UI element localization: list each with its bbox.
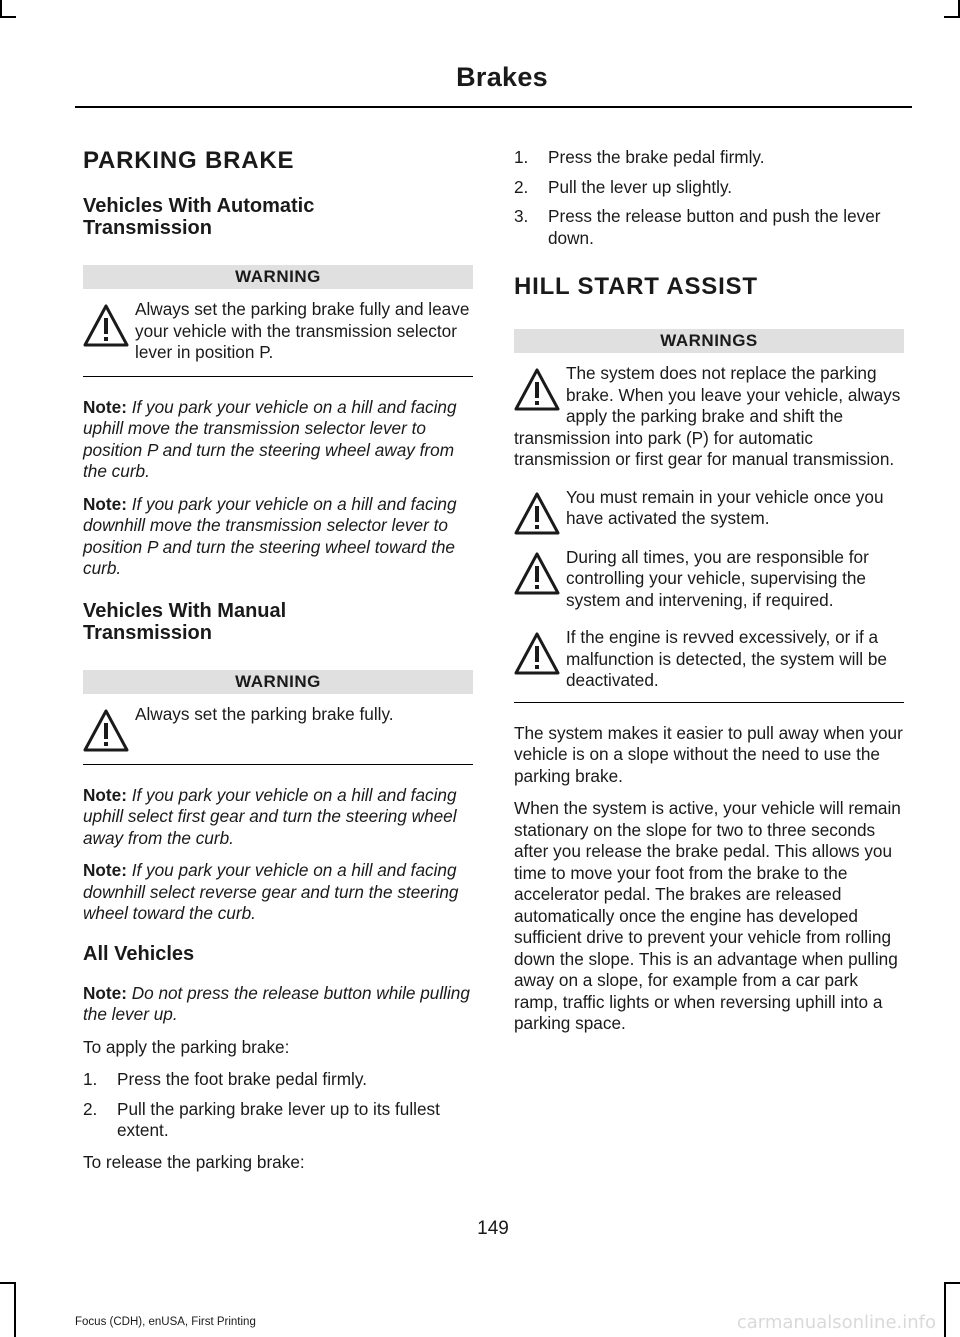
warning-triangle-icon [514, 491, 560, 537]
note-label: Note: [83, 982, 127, 1003]
subheading-all-vehicles: All Vehicles [83, 942, 195, 965]
list-item [83, 1099, 473, 1142]
warning-triangle-icon [514, 551, 560, 597]
warnings-bar: WARNINGS [514, 329, 904, 353]
crop-mark [14, 1282, 16, 1337]
list-item [514, 177, 904, 199]
warning-text: The system does not replace the parking brake. When you leave your vehicle, always apply the parking brake and shift the transmission into park (P) for automatic transmission or first gear for manual transmission. [514, 363, 901, 469]
warning-text: Always set the parking brake fully. [135, 703, 394, 724]
warning-text: During all times, you are responsible for controlling your vehicle, supervising the system and intervening, if required. [566, 546, 869, 610]
crop-mark [944, 1282, 960, 1284]
body-paragraph: The system makes it easier to pull away when your vehicle is on a slope without the need to use the parking brake. [514, 722, 903, 786]
note-paragraph [83, 494, 473, 580]
subheading-automatic: Vehicles With Automatic Transmission [83, 195, 315, 239]
section-heading-parking-brake: PARKING BRAKE [83, 147, 295, 174]
note-label: Note: [83, 493, 127, 514]
step-number: 1. [514, 147, 529, 167]
note-text: If you park your vehicle on a hill and facing uphill select first gear and turn the steering wheel away from the curb. [83, 784, 457, 848]
right-column [514, 147, 904, 1046]
note-label: Note: [83, 860, 127, 880]
note-paragraph [83, 397, 473, 483]
warning-item [514, 363, 904, 471]
warning-rule [83, 376, 473, 377]
warning-bar: WARNING [83, 670, 473, 694]
step-text: Press the release button and push the lever down. [548, 206, 881, 248]
apply-steps-list [83, 1069, 473, 1142]
list-item [514, 147, 904, 169]
footer-edition: Focus (CDH), enUSA, First Printing [75, 1316, 256, 1328]
step-text: Press the brake pedal firmly. [548, 147, 765, 167]
release-intro: To release the parking brake: [83, 1151, 305, 1172]
step-number: 2. [514, 176, 529, 197]
warning-item [514, 487, 904, 537]
note-text: Do not press the release button while pulling the lever up. [83, 982, 470, 1024]
warning-triangle-icon [83, 303, 129, 349]
note-label: Note: [83, 396, 127, 417]
crop-mark [0, 1282, 16, 1284]
release-steps-list [514, 147, 904, 249]
crop-mark [0, 16, 16, 18]
section-heading-hill-start-assist: HILL START ASSIST [514, 273, 758, 300]
warning-triangle-icon [83, 708, 129, 754]
crop-mark [944, 1282, 946, 1337]
page-number: 149 [477, 1218, 509, 1239]
list-item [83, 1069, 473, 1091]
warning-item [83, 704, 473, 754]
header-rule [75, 106, 912, 108]
list-item [514, 206, 904, 249]
subheading-manual: Vehicles With Manual Transmission [83, 599, 287, 644]
warning-triangle-icon [514, 367, 560, 413]
warning-text: If the engine is revved excessively, or if a malfunction is detected, the system will be deactivated. [566, 627, 887, 690]
page-header-title: Brakes [456, 62, 548, 92]
note-label: Note: [83, 784, 127, 805]
step-number: 1. [83, 1069, 98, 1089]
warning-item [514, 627, 904, 692]
warning-bar: WARNING [83, 265, 473, 289]
warning-text: You must remain in your vehicle once you have activated the system. [566, 486, 884, 528]
note-paragraph [83, 983, 473, 1026]
note-text: If you park your vehicle on a hill and facing uphill move the transmission selector lever to position P and turn the steering wheel away from the curb. [83, 396, 457, 481]
left-column [83, 147, 473, 1184]
step-text: Pull the parking brake lever up to its fullest extent. [117, 1098, 440, 1140]
note-paragraph [83, 860, 473, 925]
step-number: 3. [514, 206, 529, 226]
note-paragraph [83, 785, 473, 850]
apply-intro: To apply the parking brake: [83, 1036, 290, 1057]
warning-item [83, 299, 473, 364]
note-text: If you park your vehicle on a hill and facing downhill select reverse gear and turn the steering wheel toward the curb. [83, 860, 459, 923]
watermark: carmanualsonline.info [736, 1312, 936, 1333]
step-text: Pull the lever up slightly. [548, 176, 733, 197]
crop-mark [944, 16, 960, 18]
step-number: 2. [83, 1098, 98, 1119]
warning-item [514, 547, 904, 612]
body-paragraph: When the system is active, your vehicle will remain stationary on the slope for two to three seconds after you release the brake pedal. This allows you time to move your foot from the brake to the accelerator pedal. The brakes are released automatically once the engine has developed sufficient drive to prevent your vehicle from rolling down the slope. This is an advantage when pulling away on a slope, for example from a car park ramp, traffic lights or when reversing uphill into a parking space. [514, 798, 901, 1033]
warning-text: Always set the parking brake fully and leave your vehicle with the transmission selector lever in position P. [135, 299, 470, 362]
note-text: If you park your vehicle on a hill and facing downhill move the transmission selector lever to position P and turn the steering wheel toward the curb. [83, 493, 457, 578]
warning-rule [514, 702, 904, 703]
step-text: Press the foot brake pedal firmly. [117, 1069, 367, 1089]
warning-triangle-icon [514, 631, 560, 677]
warning-rule [83, 764, 473, 765]
